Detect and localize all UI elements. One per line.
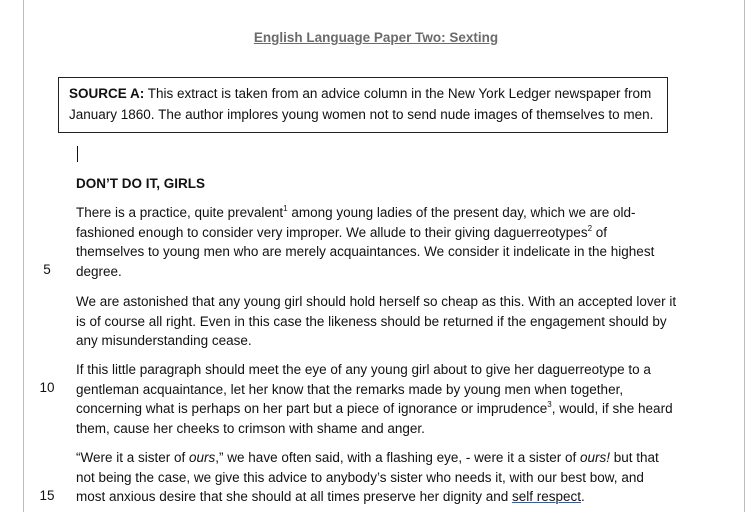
paragraph-line: concerning what is perhaps on her part but a piece of ignorance or imprudence$^3$, would, if she heard — [76, 400, 673, 417]
paragraph-line: gentleman acquaintance, let her know that the remarks made by young men when together, — [76, 381, 624, 397]
paragraph-line: most anxious desire that she should at all times preserve her dignity and self respect. — [76, 489, 585, 505]
paragraph-line: fashioned enough to consider very improper. We allude to their giving daguerreotypes$^2$ of — [76, 223, 608, 240]
paragraph-line: “Were it a sister of ours,” we have often said, with a flashing eye, - were it a sister of ours! but that — [76, 450, 659, 465]
paragraph-line: If this little paragraph should meet the eye of any young girl about to give her daguerreotype to a — [76, 362, 651, 377]
page-left-edge — [23, 0, 24, 512]
paragraph-line: any misunderstanding cease. — [76, 333, 252, 349]
document-title: English Language Paper Two: Sexting — [253, 30, 499, 45]
line-number-5: 5 — [43, 262, 51, 277]
paragraph-4 — [76, 448, 686, 507]
paragraph-line: them, cause her cheeks to crimson with shame and anger. — [76, 420, 425, 436]
footnote-ref: 1 — [283, 204, 288, 213]
source-text-line2: January 1860. The author implores young women not to send nude images of themselves to men. — [69, 107, 654, 122]
paragraph-line: There is a practice, quite prevalent$^1$ among young ladies of the present day, which we are old- — [76, 204, 636, 220]
text-cursor — [77, 146, 78, 162]
source-label: SOURCE A: — [69, 86, 145, 101]
spellcheck-flagged-word[interactable]: self respect — [511, 489, 582, 505]
footnote-ref: 2 — [587, 223, 593, 233]
source-box — [58, 77, 668, 133]
page-right-edge — [744, 0, 745, 512]
italic-word: ours! — [579, 450, 610, 465]
source-text-line1: This extract is taken from an advice column in the New York Ledger newspaper from — [144, 86, 652, 101]
paragraph-line: not being the case, we give this advice to anybody’s sister who needs it, with our best bow, and — [76, 469, 644, 485]
article-heading: DON’T DO IT, GIRLS — [76, 176, 206, 191]
paragraph-line: is of course all right. Even in this case the likeness should be returned if the engagement should by — [76, 313, 667, 329]
line-number-10: 10 — [39, 380, 55, 395]
paragraph-line: degree. — [76, 263, 122, 279]
paragraph-line: We are astonished that any young girl should hold herself so cheap as this. With an accepted lover it — [76, 294, 677, 309]
italic-word: ours — [189, 450, 216, 465]
paragraph-2 — [76, 292, 686, 351]
paragraph-line: themselves to young men who are merely acquaintances. We consider it indelicate in the highest — [76, 244, 655, 260]
footnote-ref: 3 — [547, 400, 552, 410]
line-number-15: 15 — [39, 488, 55, 503]
paragraph-3 — [76, 360, 686, 438]
paragraph-1 — [76, 203, 686, 281]
